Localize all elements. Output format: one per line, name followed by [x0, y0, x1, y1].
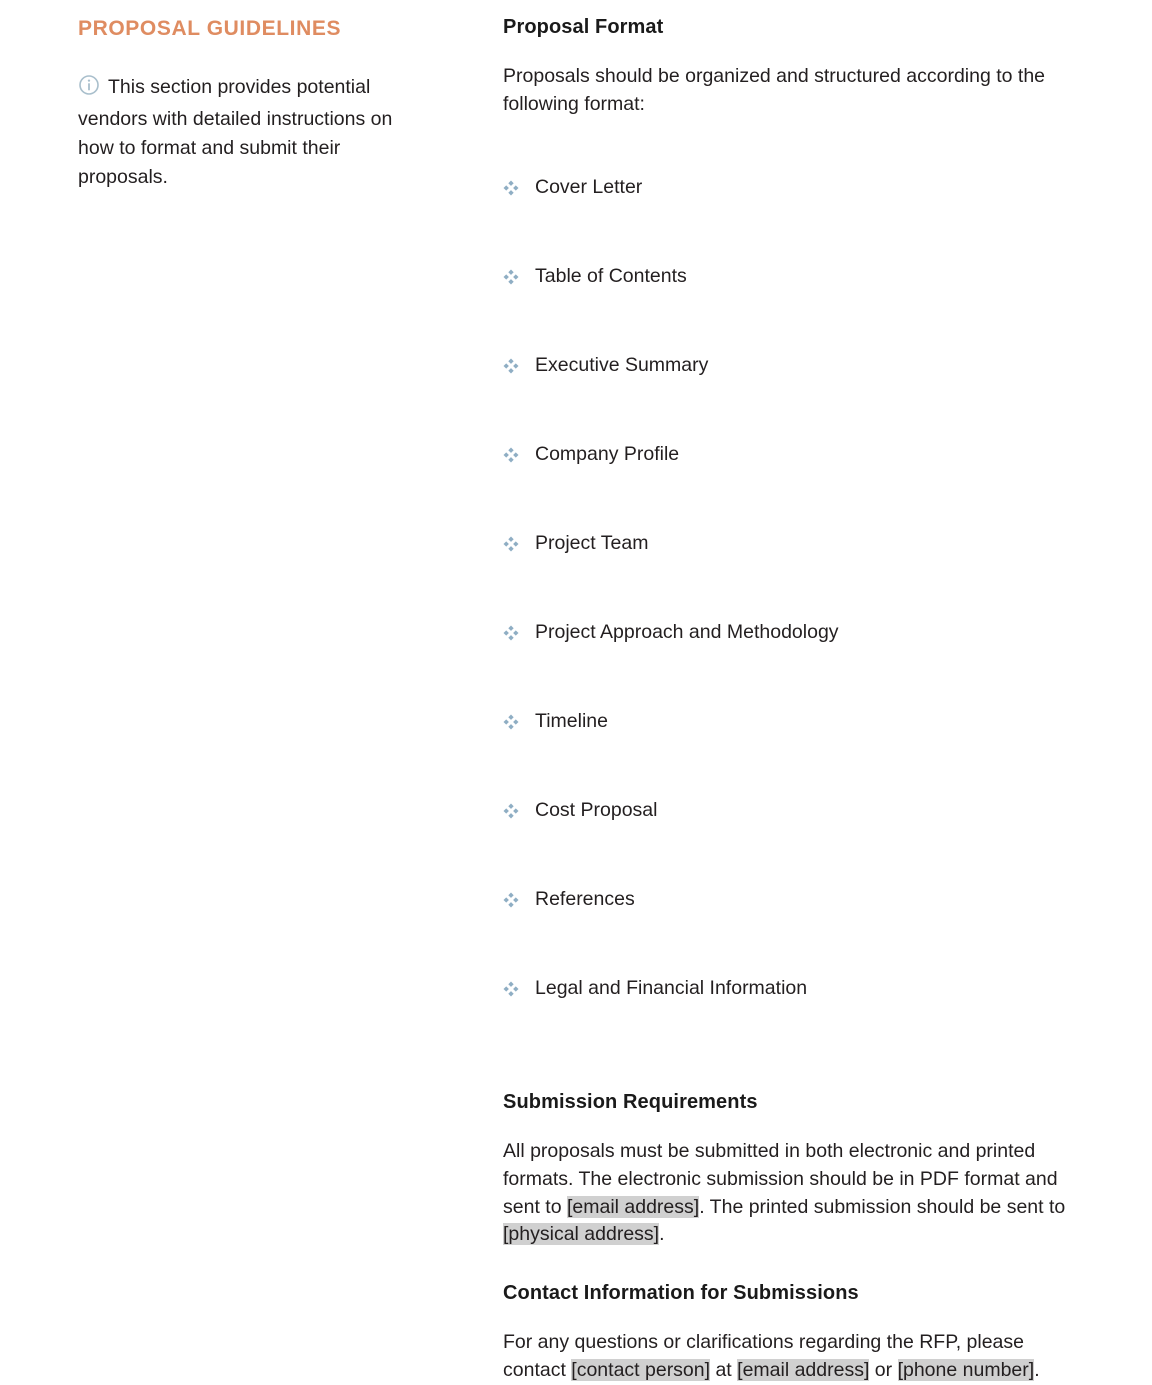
- list-item: [503, 443, 1078, 532]
- diamond-cluster-bullet-icon: [503, 891, 519, 907]
- list-item: [503, 176, 1078, 265]
- list-item: [503, 532, 1078, 621]
- list-item-label: Cost Proposal: [535, 799, 658, 822]
- list-item: [503, 977, 1078, 1066]
- placeholder-contact-email: [email address]: [737, 1358, 870, 1381]
- list-item: [503, 621, 1078, 710]
- list-item-label: Project Approach and Methodology: [535, 621, 839, 644]
- placeholder-email-address: [email address]: [566, 1195, 700, 1218]
- page-title: PROPOSAL GUIDELINES: [78, 17, 342, 40]
- sidebar: [78, 0, 418, 192]
- contact-text-4: .: [1034, 1358, 1040, 1381]
- heading-contact-information: Contact Information for Submissions: [503, 1282, 859, 1305]
- diamond-cluster-bullet-icon: [503, 802, 519, 818]
- list-item: [503, 710, 1078, 799]
- heading-submission-requirements: Submission Requirements: [503, 1091, 758, 1114]
- placeholder-contact-person: [contact person]: [571, 1358, 711, 1381]
- list-item: [503, 888, 1078, 977]
- diamond-cluster-bullet-icon: [503, 713, 519, 729]
- contact-text-3: or: [869, 1358, 898, 1381]
- contact-information-section: [503, 1249, 1078, 1384]
- submission-requirements-text: [503, 1115, 1078, 1249]
- diamond-cluster-bullet-icon: [503, 357, 519, 373]
- diamond-cluster-bullet-icon: [503, 179, 519, 195]
- sidebar-info-note-text: This section provides potential vendors with detailed instructions on how to format and submit their proposals.: [78, 76, 393, 188]
- placeholder-phone-number: [phone number]: [897, 1358, 1035, 1381]
- diamond-cluster-bullet-icon: [503, 980, 519, 996]
- list-item-label: Cover Letter: [535, 176, 643, 199]
- submission-text-2: . The printed submission should be sent to: [699, 1195, 1066, 1218]
- diamond-cluster-bullet-icon: [503, 268, 519, 284]
- heading-proposal-format: Proposal Format: [503, 16, 664, 38]
- list-item: [503, 799, 1078, 888]
- submission-text-3: .: [659, 1223, 665, 1246]
- list-item: [503, 354, 1078, 443]
- main-content: [503, 0, 1078, 1385]
- list-item-label: Table of Contents: [535, 265, 687, 288]
- proposal-format-list-wrapper: [503, 118, 1078, 1066]
- sidebar-info-note: [78, 41, 418, 191]
- proposal-format-list: [503, 176, 1078, 1066]
- info-circle-icon: [78, 74, 100, 105]
- list-item-label: Executive Summary: [535, 354, 709, 377]
- diamond-cluster-bullet-icon: [503, 446, 519, 462]
- submission-requirements-section: [503, 1066, 1078, 1249]
- list-item: [503, 265, 1078, 354]
- list-item-label: Legal and Financial Information: [535, 977, 808, 1000]
- contact-text-2: at: [710, 1358, 738, 1381]
- list-item-label: Project Team: [535, 532, 649, 555]
- proposal-format-intro: Proposals should be organized and structured according to the following format:: [503, 65, 1046, 115]
- contact-information-text: [503, 1306, 1078, 1384]
- list-item-label: Company Profile: [535, 443, 680, 466]
- submission-text-1: All proposals must be submitted in both electronic and printed formats. The electronic submission should be in PDF format and sent to: [503, 1140, 1058, 1218]
- list-item-label: Timeline: [535, 710, 608, 733]
- placeholder-physical-address: [physical address]: [503, 1223, 660, 1246]
- contact-text-1: For any questions or clarifications regarding the RFP, please contact: [503, 1331, 1024, 1381]
- diamond-cluster-bullet-icon: [503, 535, 519, 551]
- diamond-cluster-bullet-icon: [503, 624, 519, 640]
- list-item-label: References: [535, 888, 635, 911]
